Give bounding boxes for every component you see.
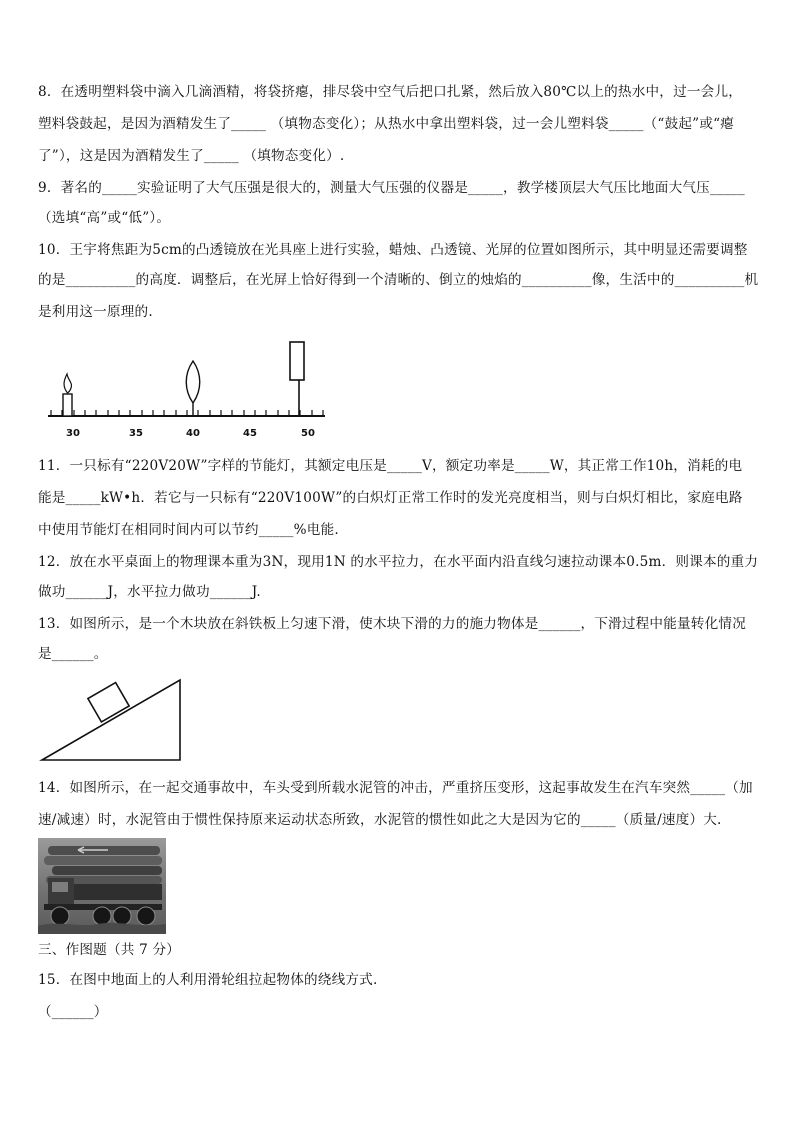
q13-line-2: 是______。: [38, 646, 108, 662]
q13-line-1: 13．如图所示，是一个木块放在斜铁板上匀速下滑，使木块下滑的力的施力物体是______，下滑过程中能量转化情况: [38, 616, 746, 632]
q15-answer-blank: （______）: [38, 1004, 108, 1020]
q10-line-2: 的是__________的高度．调整后，在光屏上恰好得到一个清晰的、倒立的烛焰的__________像，生活中的__________机: [38, 272, 759, 288]
q11-line-1: 11．一只标有“220V20W”字样的节能灯，其额定电压是_____V，额定功率是_____W，其正常工作10h，消耗的电: [38, 458, 743, 474]
q9-line-1: 9．著名的_____实验证明了大气压强是很大的，测量大气压强的仪器是_____，教学楼顶层大气压比地面大气压_____: [38, 180, 745, 196]
tick-label-40: 40: [186, 428, 200, 439]
tick-label-35: 35: [129, 428, 143, 439]
tick-label-30: 30: [66, 428, 80, 439]
q11-line-3: 中使用节能灯在相同时间内可以节约_____%电能.: [38, 522, 339, 538]
section-3-heading: 三、作图题（共 7 分）: [38, 942, 181, 958]
q9-line-2: （选填“高”或“低”）。: [38, 210, 171, 226]
flame-icon: [64, 374, 71, 393]
q10-line-3: 是利用这一原理的.: [38, 304, 153, 320]
light-screen: [290, 342, 304, 416]
tick-label-45: 45: [243, 428, 257, 439]
tick-label-50: 50: [301, 428, 315, 439]
q8-line-2: 塑料袋鼓起，是因为酒精发生了_____ （填物态变化）；从热水中拿出塑料袋，过一会儿塑料袋_____（“鼓起”或“瘪: [38, 116, 735, 132]
convex-lens: [186, 361, 200, 416]
incline-diagram: [38, 672, 188, 764]
optical-bench-diagram: [40, 336, 340, 446]
q8-line-1: 8．在透明塑料袋中滴入几滴酒精，将袋挤瘪，排尽袋中空气后把口扎紧，然后放入80℃以上的热水中，过一会儿，: [38, 84, 743, 100]
truck-accident-photo: [38, 838, 166, 934]
q15-line-1: 15．在图中地面上的人利用滑轮组拉起物体的绕线方式.: [38, 972, 378, 988]
q11-line-2: 能是_____kW•h．若它与一只标有“220V100W”的白炽灯正常工作时的发光亮度相当，则与白炽灯相比，家庭电路: [38, 490, 743, 506]
truck-wheels: [51, 907, 155, 925]
q12-line-1: 12．放在水平桌面上的物理课本重为3N，现用1N 的水平拉力，在水平面内沿直线匀速拉动课本0.5m．则课本的重力: [38, 554, 759, 570]
q12-line-2: 做功______J，水平拉力做功______J.: [38, 584, 261, 600]
q14-line-2: 速/减速）时，水泥管由于惯性保持原来运动状态所致，水泥管的惯性如此之大是因为它的_____（质量/速度）大.: [38, 812, 722, 828]
q10-line-1: 10．王宇将焦距为5cm的凸透镜放在光具座上进行实验，蜡烛、凸透镜、光屏的位置如图所示，其中明显还需要调整: [38, 242, 748, 258]
q14-line-1: 14．如图所示，在一起交通事故中，车头受到所载水泥管的冲击，严重挤压变形，这起事故发生在汽车突然_____（加: [38, 780, 753, 796]
candle: [63, 374, 72, 416]
q8-line-3: 了”），这是因为酒精发生了_____ （填物态变化）.: [38, 148, 345, 164]
